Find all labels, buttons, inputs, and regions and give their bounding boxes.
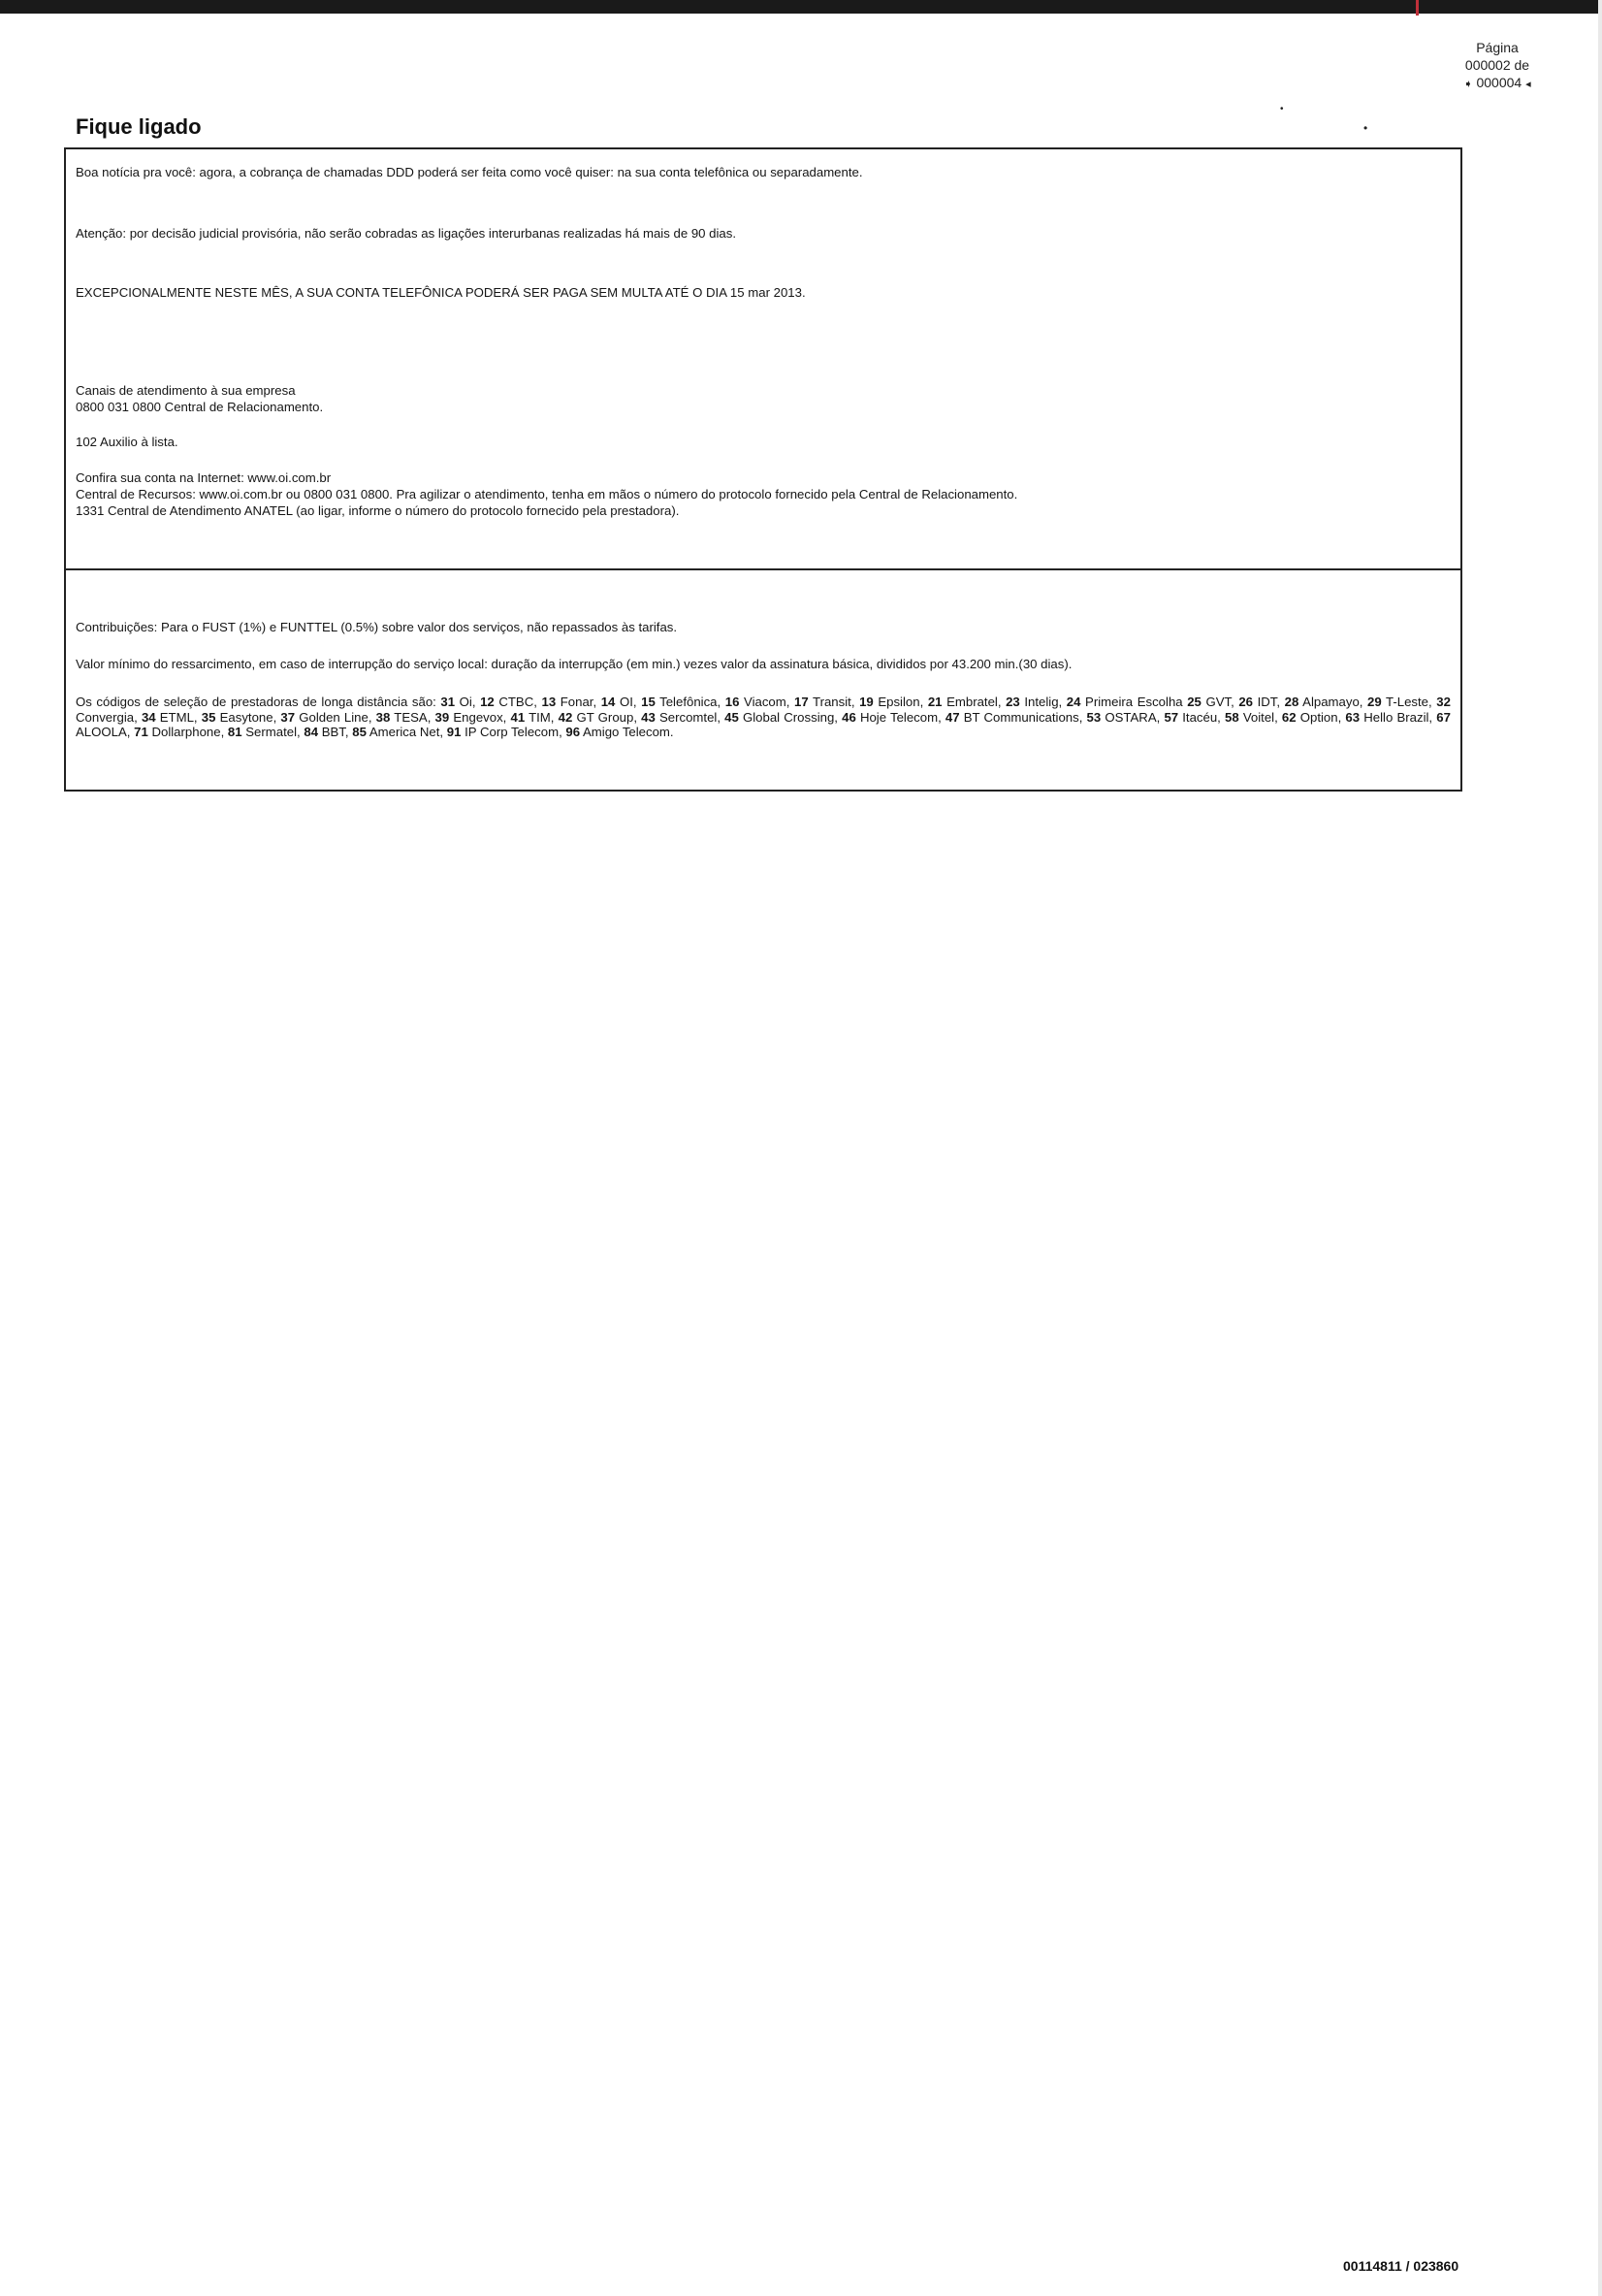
carrier-name: ALOOLA, [76,725,131,739]
scan-speck: • [1280,104,1284,114]
carrier-code: 42 [558,709,573,725]
carrier-code: 53 [1086,709,1102,725]
carrier-item [431,710,506,725]
info-contributions: Contribuições: Para o FUST (1%) e FUNTTEL (0.5%) sobre valor dos serviços, não repassados às tarifas. [76,620,678,634]
carrier-name: Fonar, [556,695,597,709]
carrier-code: 16 [724,695,740,709]
carrier-code: 13 [541,695,557,709]
info-refund: Valor mínimo do ressarcimento, em caso de interrupção do serviço local: duração da interrupção (em min.) vezes valor da assinatura básica, divididos por 43.200 min.(30 dias). [76,657,1073,671]
carrier-name: Convergia, [76,709,138,725]
carrier-item [1002,695,1063,709]
carrier-item [537,695,596,709]
carrier-code: 19 [859,695,874,709]
carrier-item [721,695,789,709]
carrier-name: Epsilon, [873,695,924,709]
carrier-name: ETML, [155,709,198,725]
scan-speck: • [1363,121,1368,135]
carrier-item [1234,695,1280,709]
info-box [64,568,1462,792]
carrier-code: 96 [565,725,581,739]
page-label: Página [1476,40,1519,55]
carrier-name: Oi, [455,695,476,709]
carrier-name: IP Corp Telecom, [461,725,562,739]
carrier-item [130,725,224,739]
carrier-name: Embratel, [942,695,1002,709]
section-title: Fique ligado [76,114,202,139]
carrier-code: 45 [724,709,739,725]
carrier-code: 17 [794,695,809,709]
carrier-item [372,710,432,725]
carrier-item [1183,695,1234,709]
notice-box [64,147,1462,570]
carrier-item [838,710,942,725]
carrier-name: CTBC, [494,695,537,709]
carrier-item [349,725,444,739]
carrier-name: GT Group, [572,709,637,725]
carrier-item [596,695,636,709]
page-current: 000002 de [1464,57,1530,73]
carrier-name: Alpamayo, [1298,695,1363,709]
carrier-item [198,710,277,725]
carrier-code: 21 [927,695,943,709]
channel-directory: 102 Auxilio à lista. [76,435,178,449]
carrier-item [855,695,924,709]
carrier-code: 43 [641,709,656,725]
carrier-code: 12 [480,695,495,709]
carrier-code: 15 [641,695,656,709]
carrier-code: 23 [1006,695,1020,709]
carrier-codes [76,695,1451,740]
carrier-item [224,725,300,739]
carrier-item [443,725,562,739]
carrier-code: 62 [1281,709,1297,725]
carrier-name: America Net, [366,725,444,739]
carrier-item [476,695,537,709]
carrier-name: Transit, [808,695,855,709]
carrier-code: 84 [304,725,319,739]
carrier-item [138,710,198,725]
carrier-code: 32 [1436,695,1451,709]
notice-ddd: Boa notícia pra você: agora, a cobrança de chamadas DDD poderá ser feita como você quiser: na sua conta telefônica ou separadamente. [76,165,863,179]
scan-edge-right [1598,0,1602,2296]
carrier-item [721,710,838,725]
carrier-item [789,695,854,709]
carrier-code: 67 [1436,709,1451,725]
carrier-item [942,710,1083,725]
scan-edge-top [0,0,1602,14]
carrier-item [562,725,674,739]
arrow-left-icon: ◂ [1525,79,1531,90]
carrier-code: 41 [510,709,526,725]
carrier-name: Sercomtel, [655,709,721,725]
carrier-item [1062,695,1182,709]
carrier-code: 71 [134,725,148,739]
channel-internet: Confira sua conta na Internet: www.oi.com.br [76,470,332,485]
carrier-item [1341,710,1432,725]
carrier-name: Golden Line, [295,709,372,725]
carrier-name: TESA, [390,709,432,725]
carrier-code: 46 [842,709,856,725]
carrier-name: GVT, [1201,695,1234,709]
carrier-name: BT Communications, [959,709,1083,725]
page-number [1455,39,1540,93]
channels-heading: Canais de atendimento à sua empresa [76,383,296,398]
page-total: 000004 [1476,75,1522,90]
carrier-item [554,710,637,725]
channel-anatel: 1331 Central de Atendimento ANATEL (ao ligar, informe o número do protocolo fornecido pela prestadora). [76,503,680,518]
carrier-item [1280,695,1362,709]
carrier-name: Hoje Telecom, [855,709,942,725]
channel-relationship: 0800 031 0800 Central de Relacionamento. [76,400,324,414]
carrier-name: Hello Brazil, [1360,709,1433,725]
carrier-name: BBT, [318,725,349,739]
carrier-code: 81 [227,725,242,739]
carrier-item [1278,710,1342,725]
carrier-code: 47 [945,709,960,725]
carrier-name: Primeira Escolha [1080,695,1183,709]
carrier-code: 63 [1345,709,1361,725]
carrier-code: 25 [1187,695,1202,709]
carrier-name: Amigo Telecom. [580,725,674,739]
arrow-right-icon: ➧ [1463,79,1473,90]
carrier-item [506,710,554,725]
carrier-name: Global Crossing, [738,709,838,725]
carrier-item [276,710,371,725]
carrier-code: 35 [201,709,216,725]
carrier-name: Option, [1296,709,1342,725]
carrier-name: T-Leste, [1381,695,1432,709]
notice-exceptional: EXCEPCIONALMENTE NESTE MÊS, A SUA CONTA TELEFÔNICA PODERÁ SER PAGA SEM MULTA ATÉ O DIA 15 mar 2013. [76,285,806,300]
carrier-name: Viacom, [739,695,790,709]
page-total-row [1455,74,1540,93]
carrier-name: OI, [615,695,637,709]
carrier-name: OSTARA, [1101,709,1161,725]
carrier-item [637,695,721,709]
carrier-item [637,710,721,725]
carrier-code: 85 [352,725,367,739]
carrier-item [923,695,1001,709]
carrier-name: Telefônica, [655,695,721,709]
carrier-item [1221,710,1278,725]
carrier-name: Easytone, [215,709,277,725]
channel-appeals: Central de Recursos: www.oi.com.br ou 0800 031 0800. Pra agilizar o atendimento, tenha em mãos o número do protocolo fornecido pela Central de Relacionamento. [76,487,1018,501]
carrier-code: 24 [1066,695,1081,709]
carrier-code: 37 [280,709,296,725]
scan-mark [1416,0,1419,16]
carrier-code: 14 [600,695,616,709]
carrier-codes-intro: Os códigos de seleção de prestadoras de longa distância são: [76,695,436,709]
carrier-name: Sermatel, [241,725,301,739]
carrier-item [1160,710,1221,725]
carrier-name: Itacéu, [1178,709,1221,725]
carrier-code: 34 [141,709,156,725]
carrier-item [1362,695,1431,709]
carrier-item [440,695,475,709]
notice-judicial: Atenção: por decisão judicial provisória, não serão cobradas as ligações interurbanas realizadas há mais de 90 dias. [76,226,737,241]
carrier-code: 57 [1164,709,1179,725]
carrier-name: Voitel, [1238,709,1278,725]
carrier-code: 28 [1284,695,1299,709]
carrier-name: TIM, [525,709,555,725]
carrier-code: 38 [375,709,391,725]
carrier-code: 58 [1225,709,1239,725]
carrier-code: 39 [434,709,450,725]
carrier-name: Dollarphone, [147,725,225,739]
document-code: 00114811 / 023860 [1343,2258,1459,2274]
carrier-item [301,725,349,739]
carrier-item [1082,710,1160,725]
carrier-code: 26 [1238,695,1254,709]
carrier-name: Engevox, [449,709,507,725]
carrier-name: IDT, [1253,695,1281,709]
carrier-code: 29 [1367,695,1382,709]
carrier-code: 91 [446,725,462,739]
carrier-name: Intelig, [1019,695,1063,709]
carrier-code: 31 [440,695,456,709]
